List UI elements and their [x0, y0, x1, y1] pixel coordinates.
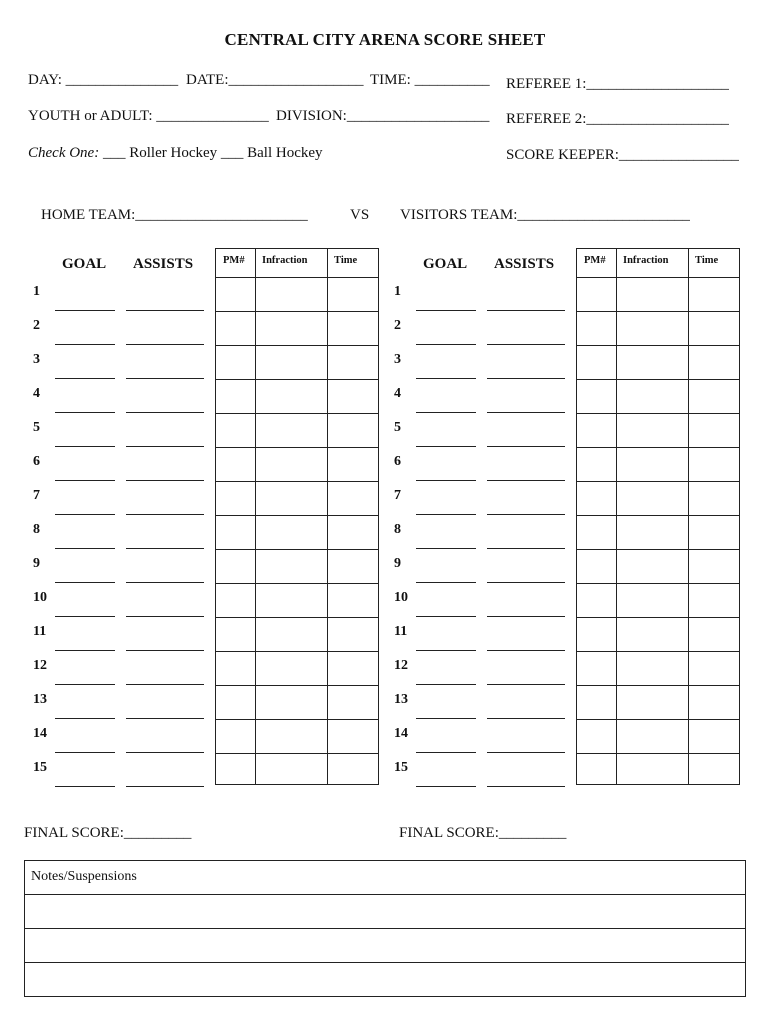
visitors-goal-line[interactable] — [416, 412, 476, 413]
day-field[interactable]: DAY: _______________ — [28, 72, 179, 88]
home-row-number: 1 — [33, 284, 40, 299]
table-divider — [577, 481, 739, 482]
visitors-final-score-field[interactable]: FINAL SCORE:_________ — [399, 825, 567, 841]
home-assists-line[interactable] — [126, 752, 204, 753]
visitors-row-number: 12 — [394, 658, 408, 673]
home-row-number: 13 — [33, 692, 47, 707]
visitors-assists-line[interactable] — [487, 548, 565, 549]
home-row-number: 11 — [33, 624, 47, 639]
visitors-row-number: 15 — [394, 760, 408, 775]
table-divider — [216, 345, 378, 346]
visitors-assists-line[interactable] — [487, 344, 565, 345]
referee2-field[interactable]: REFEREE 2:___________________ — [506, 111, 729, 127]
home-goal-line[interactable] — [55, 718, 115, 719]
visitors-goal-line[interactable] — [416, 616, 476, 617]
visitors-team-field[interactable]: VISITORS TEAM:_______________________ — [400, 207, 690, 223]
table-divider — [688, 249, 689, 784]
home-assists-line[interactable] — [126, 718, 204, 719]
table-divider — [216, 379, 378, 380]
table-divider — [327, 249, 328, 784]
check-one-options[interactable]: ___ Roller Hockey ___ Ball Hockey — [103, 145, 323, 161]
home-row-number: 15 — [33, 760, 47, 775]
table-divider — [577, 617, 739, 618]
home-assists-line[interactable] — [126, 684, 204, 685]
home-assists-header: ASSISTS — [133, 256, 194, 272]
youth-adult-field[interactable]: YOUTH or ADULT: _______________ — [28, 108, 269, 124]
home-assists-line[interactable] — [126, 480, 204, 481]
visitors-row-number: 5 — [394, 420, 401, 435]
home-row-number: 2 — [33, 318, 40, 333]
table-divider — [216, 685, 378, 686]
visitors-goal-line[interactable] — [416, 514, 476, 515]
notes-line — [25, 894, 745, 895]
home-goal-line[interactable] — [55, 786, 115, 787]
table-divider — [216, 617, 378, 618]
table-divider — [216, 447, 378, 448]
date-field[interactable]: DATE:__________________ — [186, 72, 364, 88]
home-row-number: 4 — [33, 386, 40, 401]
table-divider — [216, 413, 378, 414]
table-divider — [577, 447, 739, 448]
visitors-row-number: 4 — [394, 386, 401, 401]
table-divider — [577, 651, 739, 652]
visitors-assists-line[interactable] — [487, 616, 565, 617]
home-row-number: 5 — [33, 420, 40, 435]
table-divider — [216, 583, 378, 584]
visitors-row-number: 14 — [394, 726, 408, 741]
home-row-number: 6 — [33, 454, 40, 469]
table-divider — [216, 277, 378, 278]
visitors-infraction-header: Infraction — [623, 255, 669, 266]
visitors-assists-header: ASSISTS — [494, 256, 555, 272]
visitors-assists-line[interactable] — [487, 786, 565, 787]
visitors-row-number: 2 — [394, 318, 401, 333]
visitors-goal-line[interactable] — [416, 684, 476, 685]
home-goal-line[interactable] — [55, 344, 115, 345]
visitors-assists-line[interactable] — [487, 446, 565, 447]
visitors-assists-line[interactable] — [487, 480, 565, 481]
home-assists-line[interactable] — [126, 310, 204, 311]
table-divider — [577, 413, 739, 414]
table-divider — [577, 549, 739, 550]
visitors-row-number: 7 — [394, 488, 401, 503]
visitors-assists-line[interactable] — [487, 514, 565, 515]
home-goal-line[interactable] — [55, 480, 115, 481]
referee1-field[interactable]: REFEREE 1:___________________ — [506, 76, 729, 92]
visitors-goal-line[interactable] — [416, 718, 476, 719]
notes-line — [25, 928, 745, 929]
visitors-assists-line[interactable] — [487, 684, 565, 685]
check-one-label: Check One: — [28, 145, 100, 161]
visitors-assists-line[interactable] — [487, 718, 565, 719]
home-assists-line[interactable] — [126, 412, 204, 413]
page-title: CENTRAL CITY ARENA SCORE SHEET — [224, 30, 546, 49]
home-goal-line[interactable] — [55, 752, 115, 753]
visitors-assists-line[interactable] — [487, 412, 565, 413]
home-goal-line[interactable] — [55, 548, 115, 549]
table-divider — [255, 249, 256, 784]
visitors-goal-line[interactable] — [416, 344, 476, 345]
visitors-row-number: 9 — [394, 556, 401, 571]
visitors-assists-line[interactable] — [487, 582, 565, 583]
home-penalty-table — [215, 248, 379, 785]
home-goal-line[interactable] — [55, 378, 115, 379]
table-divider — [216, 311, 378, 312]
home-goal-line[interactable] — [55, 514, 115, 515]
visitors-assists-line[interactable] — [487, 752, 565, 753]
vs-label: VS — [350, 207, 370, 223]
visitors-goal-line[interactable] — [416, 786, 476, 787]
time-field[interactable]: TIME: __________ — [370, 72, 490, 88]
notes-line — [25, 962, 745, 963]
home-row-number: 14 — [33, 726, 47, 741]
visitors-goal-line[interactable] — [416, 310, 476, 311]
visitors-row-number: 6 — [394, 454, 401, 469]
division-field[interactable]: DIVISION:___________________ — [276, 108, 490, 124]
visitors-goal-header: GOAL — [423, 256, 468, 272]
visitors-goal-line[interactable] — [416, 650, 476, 651]
home-assists-line[interactable] — [126, 514, 204, 515]
table-divider — [616, 249, 617, 784]
home-row-number: 8 — [33, 522, 40, 537]
home-row-number: 9 — [33, 556, 40, 571]
home-final-score-field[interactable]: FINAL SCORE:_________ — [24, 825, 192, 841]
home-goal-line[interactable] — [55, 650, 115, 651]
table-divider — [577, 379, 739, 380]
visitors-row-number: 1 — [394, 284, 401, 299]
visitors-goal-line[interactable] — [416, 378, 476, 379]
visitors-row-number: 3 — [394, 352, 401, 367]
notes-label: Notes/Suspensions — [31, 869, 137, 884]
visitors-row-number: 11 — [394, 624, 408, 639]
home-assists-line[interactable] — [126, 446, 204, 447]
visitors-goal-line[interactable] — [416, 548, 476, 549]
visitors-row-number: 8 — [394, 522, 401, 537]
table-divider — [216, 651, 378, 652]
home-pm-header: PM# — [223, 255, 245, 266]
home-goal-line[interactable] — [55, 446, 115, 447]
visitors-time-header: Time — [695, 255, 719, 266]
home-infraction-header: Infraction — [262, 255, 308, 266]
visitors-row-number: 10 — [394, 590, 408, 605]
table-divider — [216, 481, 378, 482]
visitors-assists-line[interactable] — [487, 310, 565, 311]
home-goal-line[interactable] — [55, 684, 115, 685]
home-assists-line[interactable] — [126, 786, 204, 787]
table-divider — [577, 753, 739, 754]
table-divider — [577, 311, 739, 312]
table-divider — [577, 345, 739, 346]
visitors-row-number: 13 — [394, 692, 408, 707]
table-divider — [577, 277, 739, 278]
home-row-number: 3 — [33, 352, 40, 367]
home-row-number: 12 — [33, 658, 47, 673]
home-row-number: 10 — [33, 590, 47, 605]
home-time-header: Time — [334, 255, 358, 266]
table-divider — [577, 719, 739, 720]
home-team-field[interactable]: HOME TEAM:_______________________ — [41, 207, 308, 223]
home-assists-line[interactable] — [126, 616, 204, 617]
home-assists-line[interactable] — [126, 650, 204, 651]
table-divider — [577, 685, 739, 686]
table-divider — [216, 515, 378, 516]
home-assists-line[interactable] — [126, 378, 204, 379]
visitors-assists-line[interactable] — [487, 378, 565, 379]
home-goal-line[interactable] — [55, 582, 115, 583]
visitors-assists-line[interactable] — [487, 650, 565, 651]
table-divider — [216, 549, 378, 550]
table-divider — [216, 753, 378, 754]
table-divider — [216, 719, 378, 720]
table-divider — [577, 515, 739, 516]
visitors-pm-header: PM# — [584, 255, 606, 266]
visitors-goal-line[interactable] — [416, 446, 476, 447]
home-assists-line[interactable] — [126, 548, 204, 549]
table-divider — [577, 583, 739, 584]
home-goal-line[interactable] — [55, 616, 115, 617]
notes-box[interactable] — [24, 860, 746, 997]
home-goal-line[interactable] — [55, 412, 115, 413]
visitors-goal-line[interactable] — [416, 752, 476, 753]
home-assists-line[interactable] — [126, 582, 204, 583]
home-goal-line[interactable] — [55, 310, 115, 311]
home-row-number: 7 — [33, 488, 40, 503]
home-goal-header: GOAL — [62, 256, 107, 272]
score-keeper-field[interactable]: SCORE KEEPER:________________ — [506, 147, 739, 163]
visitors-goal-line[interactable] — [416, 582, 476, 583]
visitors-goal-line[interactable] — [416, 480, 476, 481]
home-assists-line[interactable] — [126, 344, 204, 345]
visitors-penalty-table — [576, 248, 740, 785]
